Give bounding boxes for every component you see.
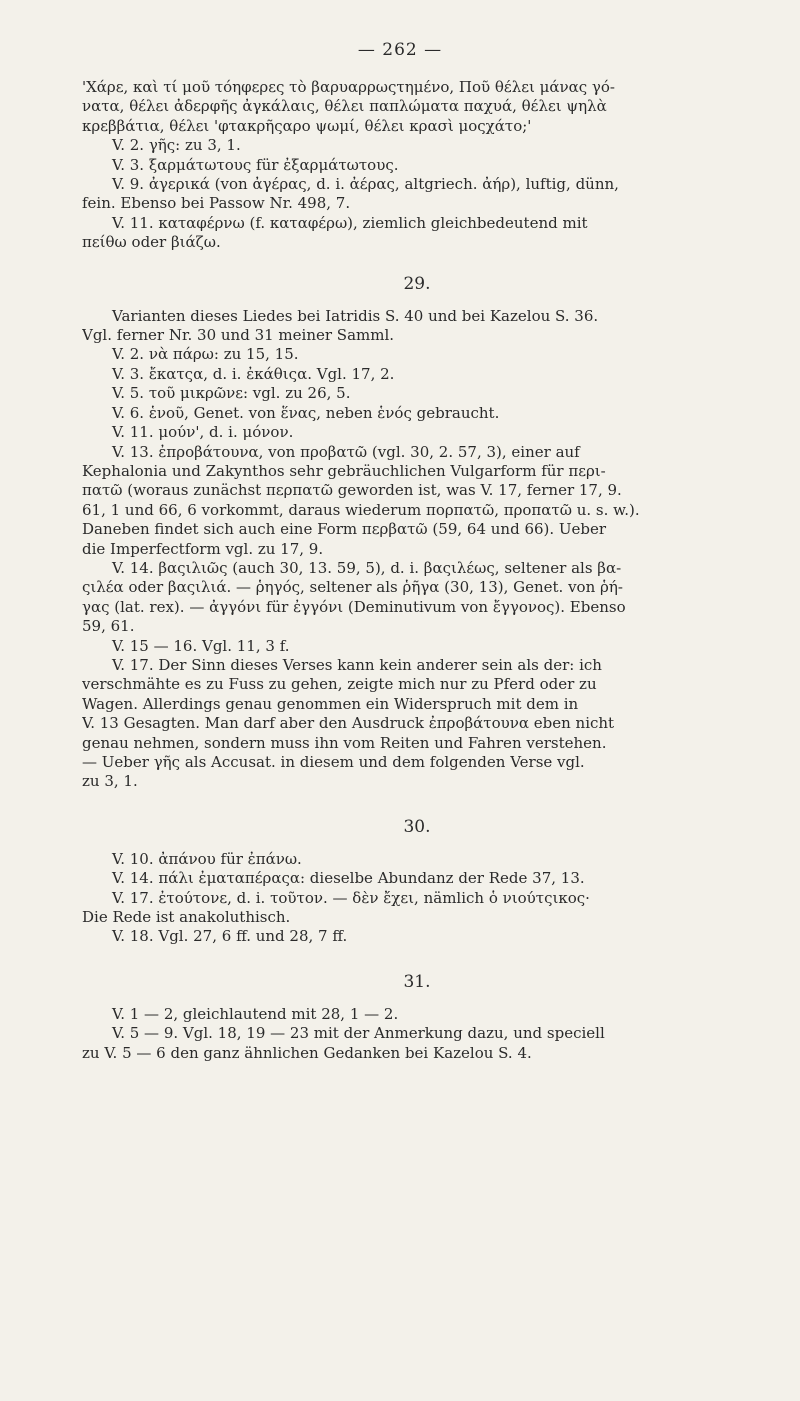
text-line: genau nehmen, sondern muss ihn vom Reiten und Fahren verstehen. [82, 733, 607, 752]
text-line: 61, 1 und 66, 6 vorkommt, daraus wiederum πορπατῶ, προπατῶ u. s. w.). [82, 500, 640, 519]
text-line: 'Χάρε, καὶ τί μοῦ τόηφερες τὸ βαρυαρρωςτημένο, Ποῦ θέλει μάνας γό- [82, 78, 615, 96]
text-line: zu 3, 1. [82, 772, 138, 791]
text-line: V. 10. ἀπάνου für ἐπάνω. [112, 849, 302, 868]
text-line: die Imperfectform vgl. zu 17, 9. [82, 539, 324, 558]
text-line: fein. Ebenso bei Passow Nr. 498, 7. [82, 194, 351, 213]
text-line: verschmähte es zu Fuss zu gehen, zeigte mich nur zu Pferd oder zu [82, 675, 597, 694]
text-line: Vgl. ferner Nr. 30 und 31 meiner Samml. [82, 326, 395, 345]
text-line: κρεββάτια, θέλει 'φτακρῆςαρο ψωμί, θέλει κρασὶ μοςχάτο;' [82, 116, 532, 135]
commentary-section [82, 971, 752, 1063]
text-line: V. 11. μούν', d. i. μόνον. [112, 423, 294, 442]
text-line: 59, 61. [82, 617, 135, 636]
text-line: V. 9. ἀγερικά (von ἀγέρας, d. i. ἀέρας, altgriech. ἀήρ), luftig, dünn, [112, 175, 619, 194]
text-line: V. 15 — 16. Vgl. 11, 3 f. [112, 636, 290, 655]
text-line: V. 14. πάλι ἐματαπέραςα: dieselbe Abundanz der Rede 37, 13. [112, 869, 585, 888]
text-line: V. 14. βαςιλιῶς (auch 30, 13. 59, 5), d. i. βαςιλέως, seltener als βα- [112, 558, 622, 577]
text-line: V. 2. νὰ πάρω: zu 15, 15. [112, 345, 299, 364]
text-line: Varianten dieses Liedes bei Iatridis S. 40 und bei Kazelou S. 36. [112, 306, 599, 325]
section-number: 31. [403, 971, 431, 992]
text-line: Kephalonia und Zakynthos sehr gebräuchlichen Vulgarform für περι- [82, 461, 606, 480]
text-line: V. 3. ξαρμάτωτους für ἐξαρμάτωτους. [112, 155, 399, 174]
text-line: V. 11. καταφέρνω (f. καταφέρω), ziemlich gleichbedeutend mit [112, 213, 588, 232]
section-number: 29. [403, 273, 431, 294]
text-line: Daneben findet sich auch eine Form περβατῶ (59, 64 und 66). Ueber [82, 520, 607, 539]
page-number: — 262 — [357, 40, 443, 60]
text-line: πείθω oder βιάζω. [82, 233, 221, 252]
text-line: γας (lat. rex). — ἀγγόνι für ἐγγόνι (Deminutivum von ἔγγονος). Ebenso [82, 597, 626, 616]
text-line: V. 13 Gesagten. Man darf aber den Ausdruck ἐπροβάτουνα eben nicht [82, 714, 615, 733]
text-line: V. 2. γῆς: zu 3, 1. [112, 136, 241, 155]
commentary-section [82, 273, 752, 792]
text-line: πατῶ (woraus zunächst περπατῶ geworden ist, was V. 17, ferner 17, 9. [82, 481, 622, 500]
text-line: V. 5 — 9. Vgl. 18, 19 — 23 mit der Anmerkung dazu, und speciell [112, 1024, 605, 1043]
text-line: V. 17. Der Sinn dieses Verses kann kein anderer sein als der: ich [112, 655, 602, 674]
text-line: νατα, θέλει ἀδερφῆς ἀγκάλαις, θέλει παπλώματα παχυά, θέλει ψηλὰ [82, 97, 607, 116]
text-line: V. 6. ἑνοῦ, Genet. von ἕνας, neben ἑνός gebraucht. [112, 403, 500, 422]
text-line: V. 1 — 2, gleichlautend mit 28, 1 — 2. [112, 1004, 399, 1023]
text-line: V. 18. Vgl. 27, 6 ff. und 28, 7 ff. [112, 927, 348, 946]
page-body [82, 0, 752, 1063]
text-line: Wagen. Allerdings genau genommen ein Widerspruch mit dem in [82, 694, 579, 713]
text-line: zu V. 5 — 6 den ganz ähnlichen Gedanken bei Kazelou S. 4. [82, 1043, 532, 1062]
text-line: ςιλέα oder βαςιλιά. — ῥηγός, seltener als ῥῆγα (30, 13), Genet. von ῥή- [82, 578, 623, 597]
commentary-section [82, 816, 752, 947]
text-line: V. 3. ἔκατςα, d. i. ἐκάθιςα. Vgl. 17, 2. [112, 364, 395, 383]
text-line: V. 17. ἐτούτονε, d. i. τοῦτον. — δὲν ἔχει, nämlich ὁ νιούτςικος· [112, 888, 590, 907]
text-line: — Ueber γῆς als Accusat. in diesem und dem folgenden Verse vgl. [82, 753, 585, 771]
section-number: 30. [403, 816, 431, 837]
text-line: V. 13. ἐπροβάτουνα, von προβατῶ (vgl. 30, 2. 57, 3), einer auf [112, 442, 580, 461]
text-line: Die Rede ist anakoluthisch. [82, 908, 291, 927]
commentary-section [82, 78, 752, 253]
text-line: V. 5. τοῦ μικρῶνε: vgl. zu 26, 5. [112, 384, 351, 403]
